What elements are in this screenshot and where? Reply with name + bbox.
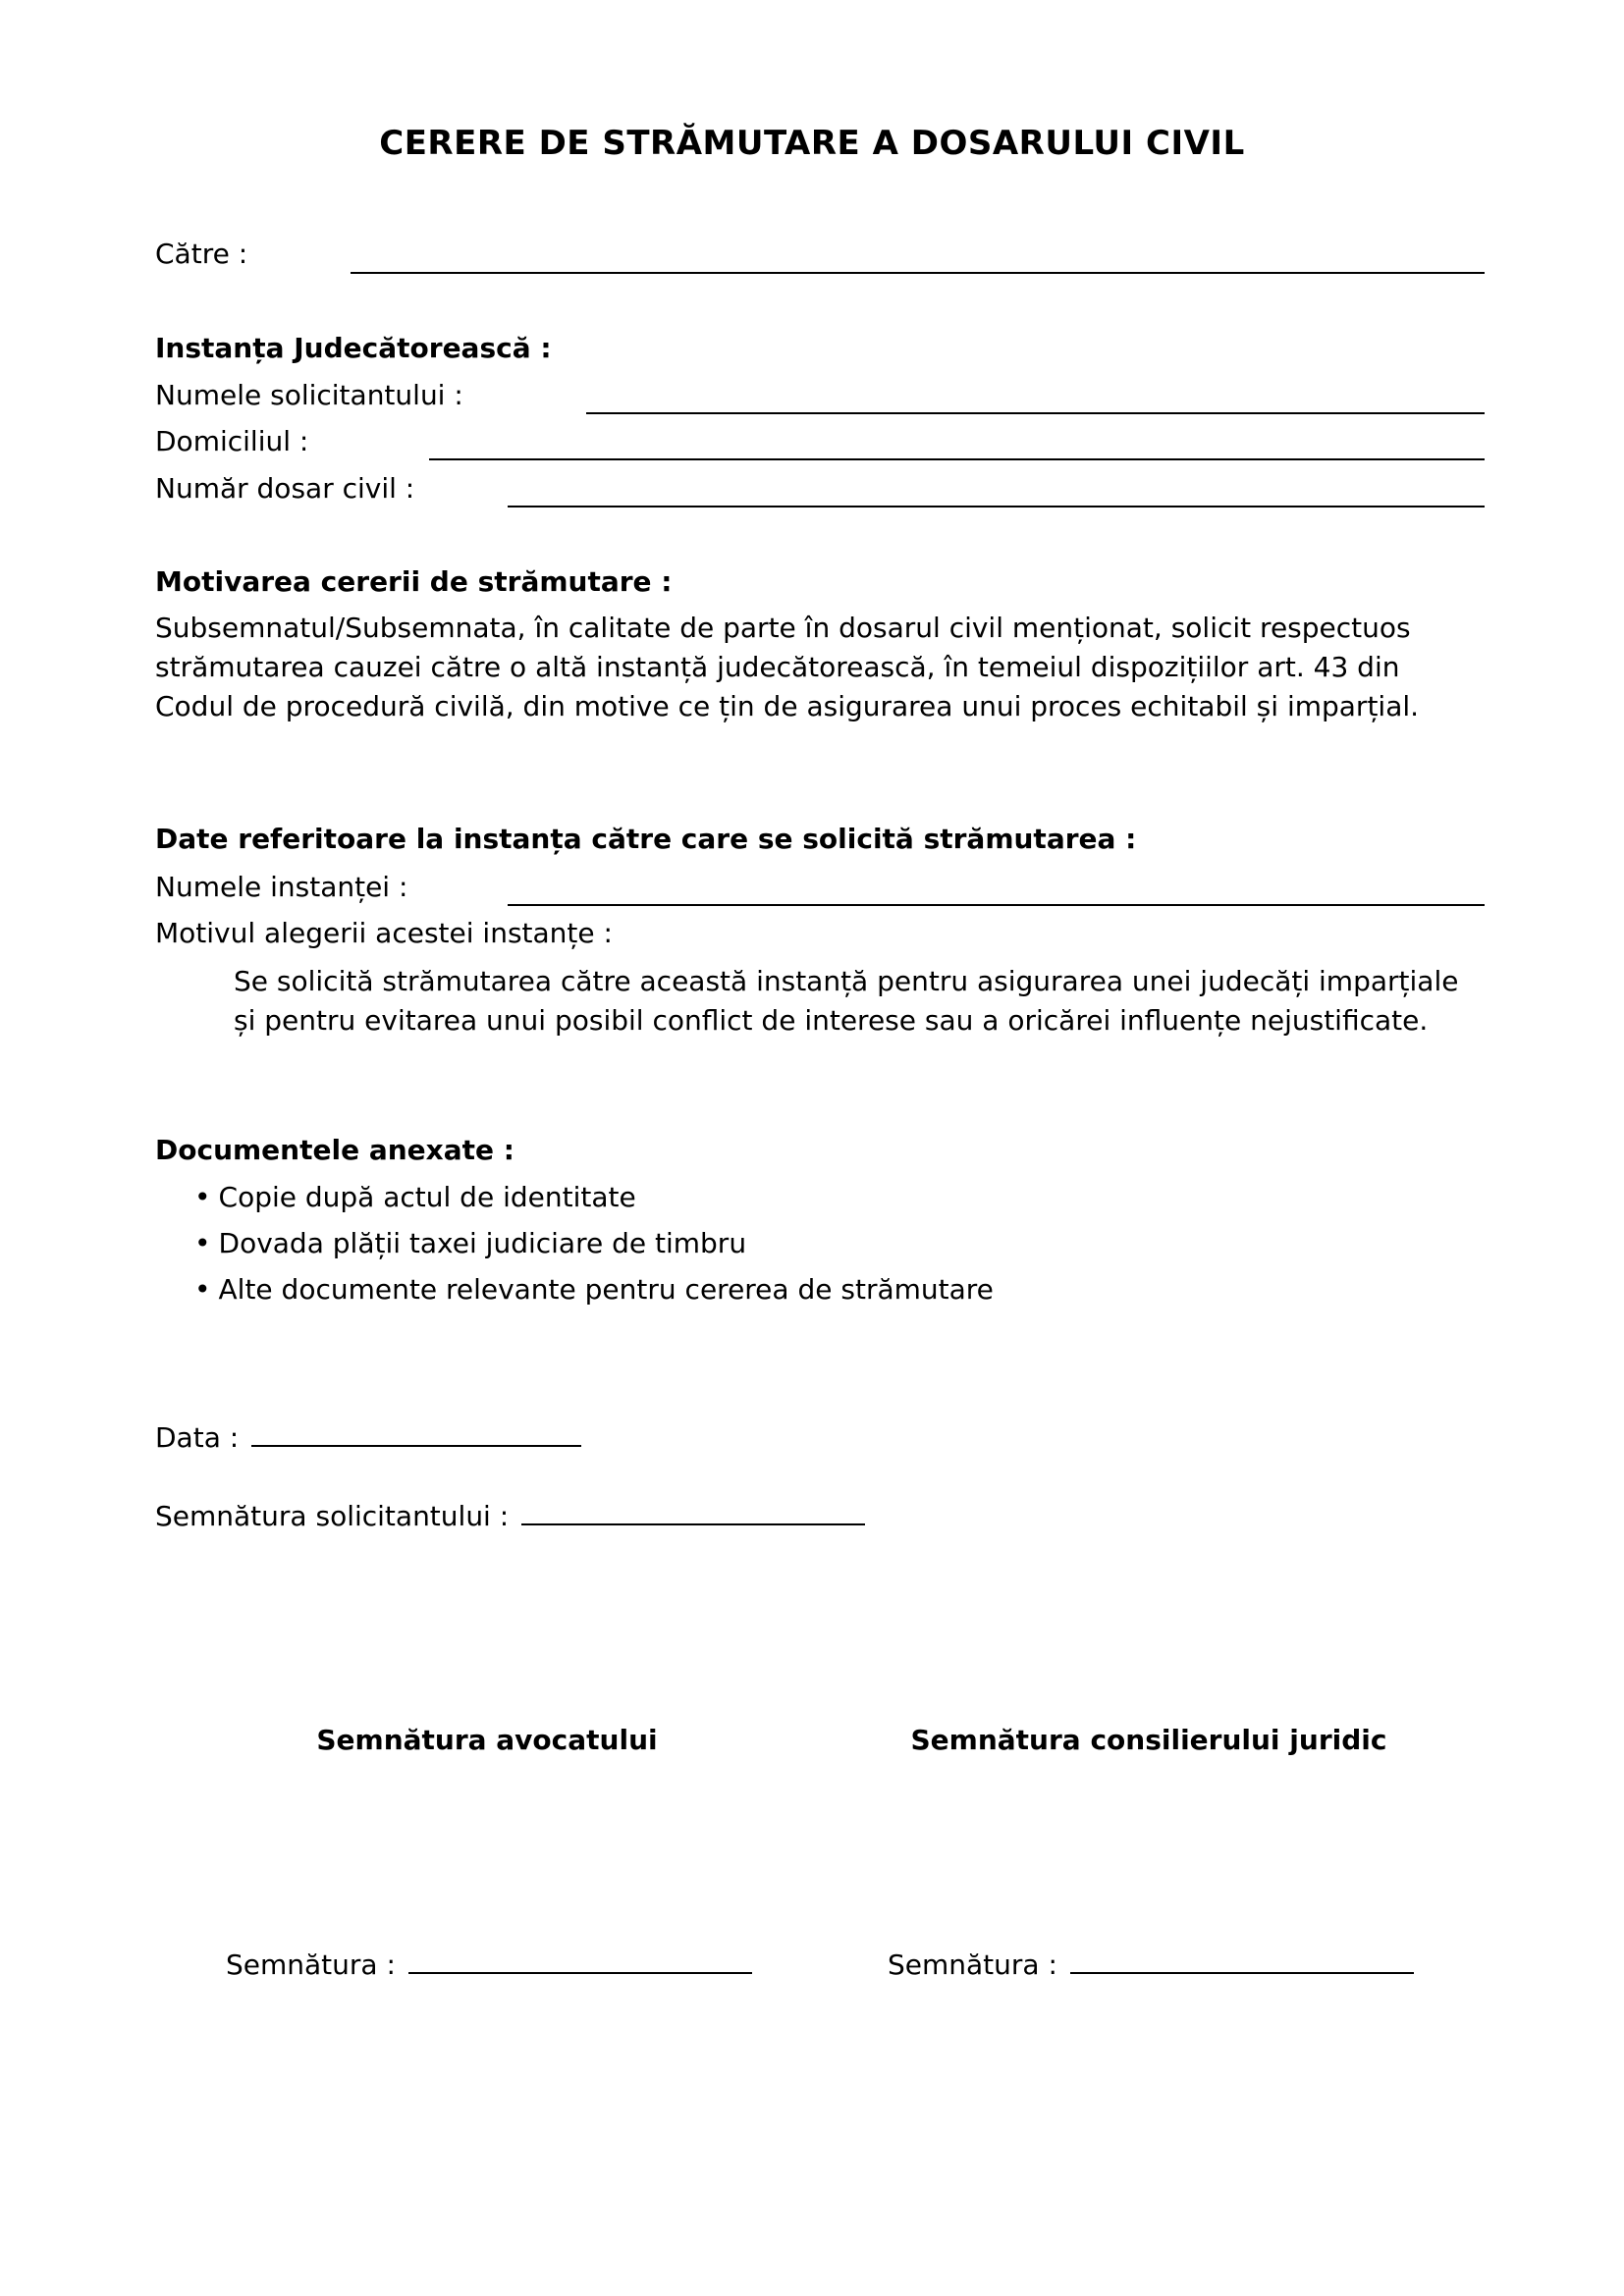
lawyer-signature-label: Semnătura : [226,1949,396,1981]
address-label: Domiciliul : [155,425,309,457]
date-label: Data : [155,1421,240,1454]
lawyer-signature-heading: Semnătura avocatului [316,1724,658,1756]
legal-advisor-signature-field-line[interactable] [1070,1945,1414,1974]
reason-text: Se solicită strămutarea către această instanță pentru asigurarea unei judecăți imparțiale și pentru evitarea unui posibil conflict de interese sau a oricărei influențe nejustificate. [234,965,1459,1037]
date-field-line[interactable] [251,1417,581,1447]
applicant-name-label: Numele solicitantului : [155,379,463,411]
catre-label: Către : [155,238,248,270]
attachment-item: • Copie după actul de identitate [194,1178,994,1224]
legal-advisor-signature-label: Semnătura : [888,1949,1057,1981]
court-name-label: Numele instanței : [155,871,408,903]
applicant-signature-label: Semnătura solicitantului : [155,1500,510,1532]
date-row [155,1417,581,1454]
applicant-name-field-line[interactable] [586,412,1485,414]
attachments-heading: Documentele anexate : [155,1134,514,1166]
document-title: CERERE DE STRĂMUTARE A DOSARULUI CIVIL [379,124,1245,163]
attachments-list [194,1178,994,1316]
motivation-heading: Motivarea cererii de strămutare : [155,565,673,598]
legal-advisor-signature-row [888,1945,1414,1981]
legal-advisor-signature-heading: Semnătura consilierului juridic [910,1724,1387,1756]
attachment-item: • Dovada plății taxei judiciare de timbru [194,1224,994,1270]
motivation-text: Subsemnatul/Subsemnata, în calitate de parte în dosarul civil menționat, solicit respectuos strămutarea cauzei către o altă instanță judecătorească, în temeiul dispozițiilor art. 43 din Codul de procedură civilă, din motive ce țin de asigurarea unui proces echitabil și imparțial. [155,612,1420,722]
court-section-heading: Instanța Judecătorească : [155,332,552,364]
applicant-signature-field-line[interactable] [521,1496,865,1525]
address-field-line[interactable] [429,458,1485,460]
attachment-item: • Alte documente relevante pentru cererea de strămutare [194,1270,994,1316]
court-name-field-line[interactable] [508,904,1485,906]
lawyer-signature-row [226,1945,752,1981]
case-number-field-line[interactable] [508,506,1485,507]
catre-field-line[interactable] [351,272,1485,274]
case-number-label: Număr dosar civil : [155,472,415,505]
lawyer-signature-field-line[interactable] [408,1945,752,1974]
target-court-heading: Date referitoare la instanța către care se solicită strămutarea : [155,823,1137,855]
applicant-signature-row [155,1496,865,1532]
reason-label: Motivul alegerii acestei instanțe : [155,917,613,949]
